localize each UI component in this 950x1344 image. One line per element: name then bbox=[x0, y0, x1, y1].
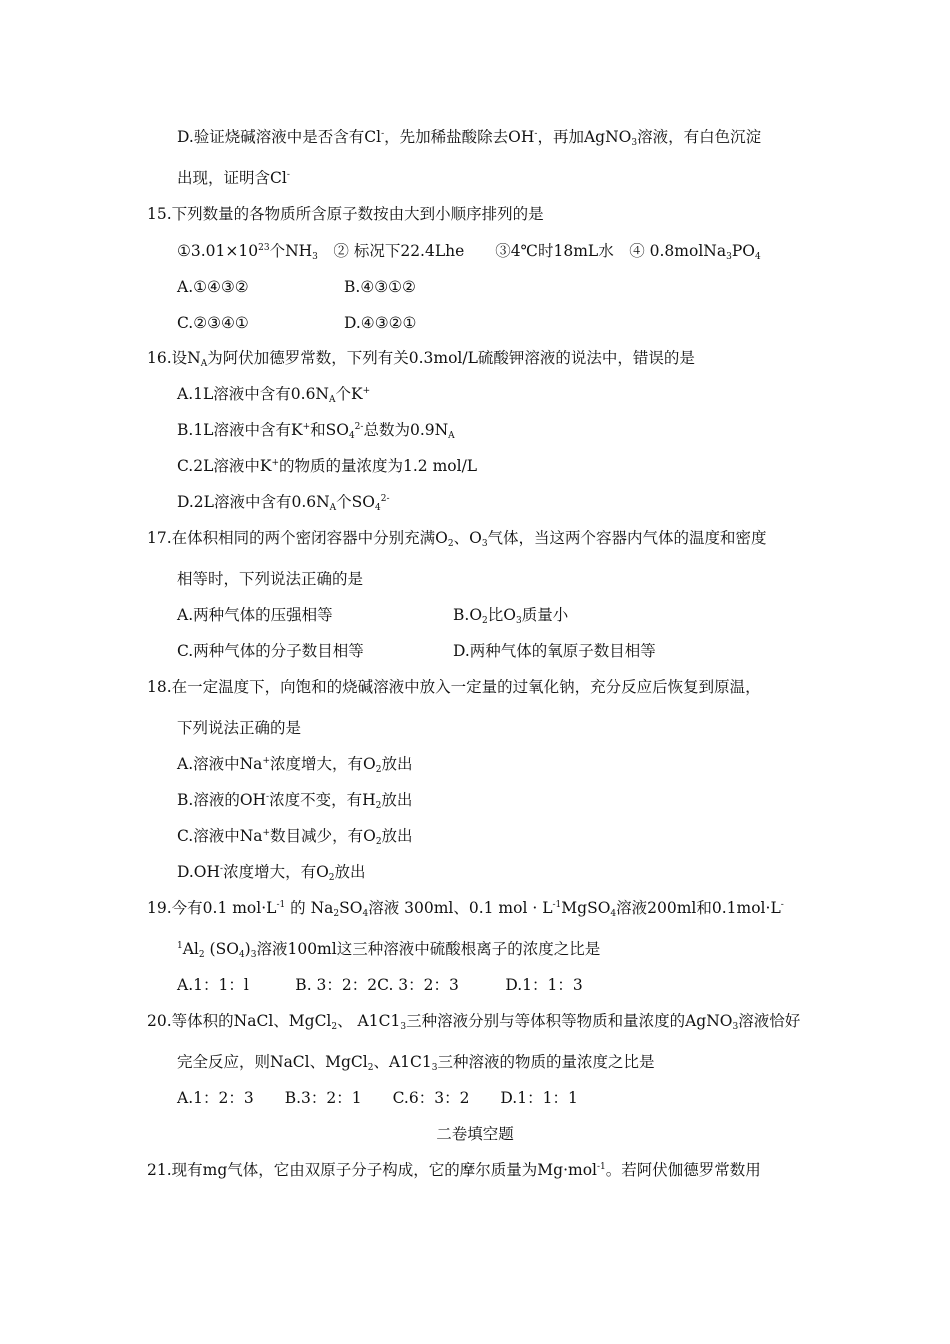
option-line: A.两种气体的压强相等 bbox=[177, 606, 333, 624]
option-line: A.1：2：3 B.3：2：1 C.6：3：2 D.1：1：1 bbox=[177, 1089, 578, 1107]
option-line: $①3.01\times 10^{23}$个$NH_3$ ② 标况下22.4Lhe ③4℃时18mL水 ④ $0.8molNa_3PO_4$ bbox=[177, 242, 761, 262]
option-line: C.②③④① bbox=[177, 314, 249, 332]
question-line: 20.等体积的NaCl、MgCl$_2$、 $A1C1_3$三种溶液分别与等体积等物质和量浓度的AgNO$_3$溶液恰好 bbox=[147, 1012, 801, 1032]
option-line: $B.O_2$比$O_3$质量小 bbox=[453, 606, 569, 626]
question-line: 17.在体积相同的两个密闭容器中分别充满$O_2$、$O_3$气体，当这两个容器内气体的温度和密度 bbox=[147, 529, 767, 549]
option-line: 出现，证明含Cl- bbox=[177, 169, 290, 187]
option-line: 完全反应，则NaCl、MgCl$_2$、$A1C1_3$三种溶液的物质的量浓度之比是 bbox=[177, 1053, 655, 1073]
question-line: 19.今有0.1 $mol\cdot L^{-1}$ 的 $Na_2SO_4$溶液 300ml、0.1 mol · $L^{-1}MgSO_4$溶液200ml和0.1mol·L- bbox=[147, 899, 784, 919]
option-line: D.两种气体的氧原子数目相等 bbox=[453, 642, 656, 660]
option-line: 下列说法正确的是 bbox=[177, 719, 302, 737]
option-line: $^1Al_2$ $(SO_4)_3$溶液100ml这三种溶液中硫酸根离子的浓度之比是 bbox=[177, 940, 601, 960]
question-line: 16.设$N_A$为阿伏加德罗常数，下列有关0.3mol/L硫酸钾溶液的说法中，错误的是 bbox=[147, 349, 695, 369]
option-line: B.1L溶液中含有K+和$SO_4^{2-}$总数为$0.9N_A$ bbox=[177, 421, 455, 441]
option-line: C.两种气体的分子数目相等 bbox=[177, 642, 364, 660]
option-line: B.④③①② bbox=[344, 278, 416, 296]
option-line: D.2L溶液中含有$0.6N_A$个$SO_4^{2-}$ bbox=[177, 493, 390, 513]
section-title: 二卷填空题 bbox=[436, 1125, 514, 1143]
option-line: C.2L溶液中K+的物质的量浓度为1.2 mol/L bbox=[177, 457, 478, 475]
option-line: A.1：1：l B. 3：2：2C. 3：2：3 D.1：1：3 bbox=[177, 976, 583, 994]
option-line: D.验证烧碱溶液中是否含有Cl-，先加稀盐酸除去OH-，再加AgNO$_3$溶液，有白色沉淀 bbox=[177, 128, 762, 148]
option-line: D.④③②① bbox=[344, 314, 417, 332]
option-line: C.溶液中Na+数目减少，有$O_2$放出 bbox=[177, 827, 413, 847]
question-line: 18.在一定温度下，向饱和的烧碱溶液中放入一定量的过氧化钠，充分反应后恢复到原温， bbox=[147, 678, 761, 696]
option-line: 相等时，下列说法正确的是 bbox=[177, 570, 364, 588]
option-line: B.溶液的OH-浓度不变，有$H_2$放出 bbox=[177, 791, 413, 811]
option-line: A.①④③② bbox=[177, 278, 249, 296]
question-line: 21.现有mg气体，它由双原子分子构成，它的摩尔质量为Mg·mol$^{-1}$。若阿伏伽德罗常数用 bbox=[147, 1161, 761, 1179]
option-line: A.1L溶液中含有$0.6N_A$个K+ bbox=[177, 385, 371, 405]
option-line: A.溶液中Na+浓度增大，有$O_2$放出 bbox=[177, 755, 413, 775]
question-line: 15.下列数量的各物质所含原子数按由大到小顺序排列的是 bbox=[147, 205, 544, 223]
option-line: D.OH-浓度增大，有$O_2$放出 bbox=[177, 863, 366, 883]
